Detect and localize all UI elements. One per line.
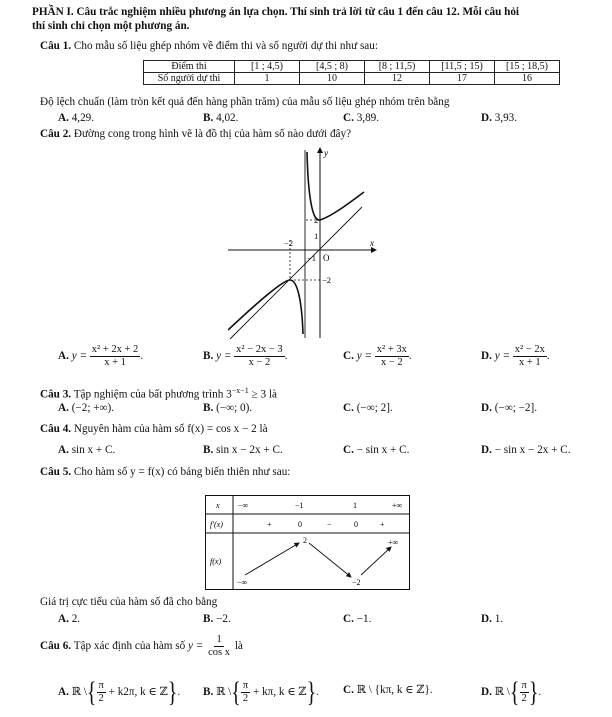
set-prefix: ℝ \ <box>494 686 510 699</box>
q1-option-c[interactable] <box>343 112 379 125</box>
option-lhs: y = <box>216 350 232 363</box>
option-label: A. <box>58 112 69 124</box>
q1-option-b[interactable] <box>203 112 238 125</box>
q1-option-a[interactable] <box>58 112 94 125</box>
question-text-after: là <box>234 640 243 653</box>
fraction <box>90 344 144 369</box>
oblique-asymptote <box>230 207 362 339</box>
option-text: sin x − 2x + C. <box>216 444 283 456</box>
q4-option-a[interactable] <box>58 444 115 457</box>
brace-open: { <box>509 677 520 708</box>
option-label: A. <box>58 444 69 456</box>
table-border <box>206 496 410 590</box>
tick-label: −2 <box>322 275 332 285</box>
tick-label: −1 <box>307 253 317 263</box>
option-label: B. <box>203 402 214 414</box>
table-cell: 1 <box>235 73 300 85</box>
question-5-prompt: Giá trị cực tiểu của hàm số đã cho bằng <box>40 596 218 608</box>
q5-option-c[interactable] <box>343 613 371 626</box>
option-label: A. <box>58 686 69 699</box>
q5-option-a[interactable] <box>58 613 80 626</box>
question-text: Cho hàm số y = f(x) có bảng biến thiên như sau: <box>73 466 291 478</box>
derivative-sign: + <box>267 520 272 529</box>
option-text: (−∞; −2]. <box>494 402 538 414</box>
fraction <box>234 344 285 369</box>
option-text: 4,29. <box>71 112 95 124</box>
row-label-function: f(x) <box>210 557 222 566</box>
table-cell: Số người dự thi <box>144 73 235 85</box>
row-label-derivative: f′(x) <box>210 520 223 529</box>
increasing-arrow <box>245 543 299 575</box>
axis-label-x: x <box>370 238 374 248</box>
option-text: 3,93. <box>494 112 518 124</box>
part-title-line2: thí sinh chỉ chọn một phương án. <box>32 20 190 32</box>
question-6 <box>40 634 243 659</box>
fraction <box>520 680 529 705</box>
option-label: C. <box>343 350 354 363</box>
tick-label: 1 <box>314 231 319 241</box>
q6-option-a[interactable] <box>58 677 181 708</box>
numerator: π <box>98 680 104 691</box>
question-text: Nguyên hàm của hàm số f(x) = cos x − 2 là <box>73 423 268 435</box>
function-graph <box>228 144 380 340</box>
set-prefix: ℝ \ <box>71 686 87 699</box>
q2-option-d[interactable] <box>481 344 550 369</box>
option-label: A. <box>58 402 69 414</box>
x-value: 1 <box>353 501 357 510</box>
tick-label: 2 <box>314 215 319 225</box>
fraction <box>375 344 409 369</box>
q4-option-b[interactable] <box>203 444 283 457</box>
question-1 <box>40 40 378 53</box>
option-text: −1. <box>356 613 372 625</box>
denominator: 2 <box>98 693 104 704</box>
option-text: 3,89. <box>356 112 380 124</box>
table-cell: [4,5 ; 8) <box>300 61 365 73</box>
denominator: x − 2 <box>248 357 271 368</box>
option-label: D. <box>481 402 492 414</box>
option-text: −2. <box>216 613 231 625</box>
denominator: x − 2 <box>381 357 403 368</box>
brace-open: { <box>231 677 241 708</box>
table-cell: 10 <box>300 73 365 85</box>
option-end: . <box>316 686 319 699</box>
option-text: (−∞; 2]. <box>356 402 393 414</box>
option-end: . <box>546 350 550 363</box>
option-label: C. <box>343 402 354 414</box>
function-lhs: y = <box>188 640 204 653</box>
question-5 <box>40 466 290 479</box>
grouped-data-table <box>143 60 560 85</box>
option-text: sin x + C. <box>71 444 116 456</box>
question-number: Câu 5. <box>40 466 72 478</box>
derivative-zero: 0 <box>354 520 358 529</box>
q2-option-a[interactable] <box>58 344 143 369</box>
function-min-value: −2 <box>352 578 361 587</box>
q3-option-a[interactable] <box>58 402 114 415</box>
q6-option-d[interactable] <box>481 677 542 708</box>
option-text: (−∞; 0). <box>216 402 253 414</box>
numerator: 1 <box>216 634 222 645</box>
q3-option-b[interactable] <box>203 402 252 415</box>
curve-left-branch <box>228 280 303 334</box>
decreasing-arrow <box>309 543 351 577</box>
variation-table <box>205 495 410 590</box>
option-end: . <box>177 686 181 699</box>
option-lhs: y = <box>71 350 87 363</box>
origin-label: O <box>323 253 330 263</box>
question-number: Câu 4. <box>40 423 72 435</box>
option-label: D. <box>481 350 492 363</box>
denominator: 2 <box>521 693 527 704</box>
question-3 <box>40 384 277 402</box>
option-text: 2. <box>71 613 81 625</box>
derivative-sign: + <box>380 520 385 529</box>
option-label: A. <box>58 613 69 625</box>
question-1-prompt: Độ lệch chuẩn (làm tròn kết quả đến hàng phần trăm) của mẫu số liệu ghép nhóm trên bằng <box>40 96 450 108</box>
table-cell: [11,5 ; 15) <box>430 61 495 73</box>
question-number: Câu 6. <box>40 640 72 653</box>
row-label-x: x <box>216 501 220 510</box>
question-number: Câu 3. <box>40 388 72 401</box>
question-text: Đường cong trong hình vẽ là đồ thị của hàm số nào dưới đây? <box>73 128 352 140</box>
brace-close: } <box>306 677 317 708</box>
axis-label-y: y <box>324 148 328 158</box>
function-left-limit: −∞ <box>237 578 248 587</box>
x-value: −1 <box>295 501 304 510</box>
option-label: B. <box>203 686 214 699</box>
option-label: D. <box>481 112 492 124</box>
q3-option-d[interactable] <box>481 402 537 415</box>
option-label: B. <box>203 444 214 456</box>
numerator: x² − 2x <box>514 344 545 355</box>
option-label: C. <box>343 684 354 696</box>
option-text: (−2; +∞). <box>71 402 115 414</box>
question-2 <box>40 128 351 141</box>
denominator: 2 <box>242 693 249 704</box>
numerator: x² + 2x + 2 <box>91 344 139 355</box>
option-label: B. <box>203 613 214 625</box>
q4-option-c[interactable] <box>343 444 409 457</box>
function-max-value: 2 <box>303 536 307 545</box>
table-cell: 17 <box>430 73 495 85</box>
q4-option-d[interactable] <box>481 444 571 457</box>
option-label: B. <box>203 350 214 363</box>
derivative-zero: 0 <box>298 520 302 529</box>
option-label: B. <box>203 112 214 124</box>
table-cell: [8 ; 11,5) <box>365 61 430 73</box>
option-end: . <box>408 350 412 363</box>
derivative-sign: − <box>327 520 332 529</box>
table-cell: Điểm thi <box>144 61 235 73</box>
q2-option-b[interactable] <box>203 344 287 369</box>
part-title-line1: PHẦN I. Câu trắc nghiệm nhiều phương án lựa chọn. Thí sinh trả lời từ câu 1 đến câu 12. Mỗi câu hỏi <box>32 6 520 18</box>
q1-option-d[interactable] <box>481 112 517 125</box>
numerator: π <box>242 680 249 691</box>
x-value: +∞ <box>392 501 403 510</box>
option-end: . <box>538 686 542 699</box>
q6-option-b[interactable] <box>203 677 319 708</box>
denominator: cos x <box>208 647 231 658</box>
table-cell: [15 ; 18,5) <box>495 61 560 73</box>
table-cell: [1 ; 4,5) <box>235 61 300 73</box>
question-text: Tập nghiệm của bất phương trình <box>73 388 224 401</box>
x-value: −∞ <box>238 501 249 510</box>
option-label: C. <box>343 112 354 124</box>
question-text-after: ≥ 3 là <box>251 388 277 401</box>
fraction <box>241 680 250 705</box>
table-cell: 16 <box>495 73 560 85</box>
table-row <box>144 73 560 85</box>
option-text: ℝ \ {kπ, k ∈ ℤ}. <box>356 684 433 696</box>
tick-label: −2 <box>284 238 294 248</box>
numerator: π <box>521 680 527 691</box>
question-number: Câu 2. <box>40 128 72 140</box>
question-4 <box>40 423 268 436</box>
fraction <box>206 634 232 659</box>
option-end: . <box>140 350 144 363</box>
option-label: D. <box>481 613 492 625</box>
numerator: x² − 2x − 3 <box>236 344 283 355</box>
option-label: C. <box>343 613 354 625</box>
option-text: 4,02. <box>216 112 239 124</box>
option-label: D. <box>481 686 492 699</box>
set-suffix: + k2π, k ∈ ℤ <box>108 686 168 699</box>
brace-open: { <box>86 677 97 708</box>
option-text: 1. <box>494 613 504 625</box>
set-prefix: ℝ \ <box>216 686 232 699</box>
question-text: Cho mẫu số liệu ghép nhóm về điểm thi và số người dự thi như sau: <box>73 40 378 52</box>
table-row <box>144 61 560 73</box>
question-text: Tập xác định của hàm số <box>73 640 186 653</box>
q3-option-c[interactable] <box>343 402 393 415</box>
option-label: D. <box>481 444 492 456</box>
denominator: x + 1 <box>104 357 126 368</box>
option-lhs: y = <box>356 350 372 363</box>
option-text: − sin x + C. <box>356 444 410 456</box>
question-number: Câu 1. <box>40 40 72 52</box>
brace-close: } <box>528 677 539 708</box>
q2-option-c[interactable] <box>343 344 412 369</box>
denominator: x + 1 <box>519 357 541 368</box>
function-right-limit: +∞ <box>388 538 399 547</box>
power-exponent: −x−1 <box>231 386 249 395</box>
brace-close: } <box>167 677 178 708</box>
q6-option-c[interactable] <box>343 684 433 697</box>
option-end: . <box>284 350 288 363</box>
option-label: A. <box>58 350 69 363</box>
increasing-arrow <box>361 547 391 575</box>
option-text: − sin x − 2x + C. <box>494 444 571 456</box>
fraction <box>97 680 106 705</box>
curve-right-branch <box>307 152 364 220</box>
set-suffix: + kπ, k ∈ ℤ <box>252 686 307 699</box>
numerator: x² + 3x <box>376 344 407 355</box>
q5-option-d[interactable] <box>481 613 503 626</box>
q5-option-b[interactable] <box>203 613 231 626</box>
table-cell: 12 <box>365 73 430 85</box>
option-label: C. <box>343 444 354 456</box>
power-base: 3 <box>226 388 232 401</box>
fraction <box>513 344 547 369</box>
option-lhs: y = <box>494 350 510 363</box>
